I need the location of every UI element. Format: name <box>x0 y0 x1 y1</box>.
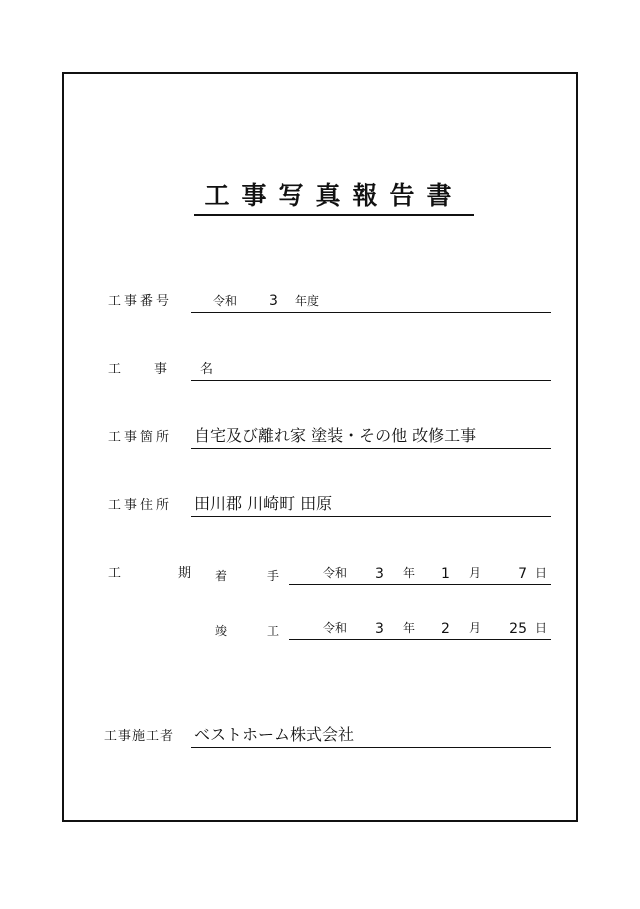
finish-date-era: 令和 <box>323 621 348 635</box>
start-date-month-unit: 月 <box>469 566 482 580</box>
finish-date-month: 2 <box>441 621 450 637</box>
finish-date-day-unit: 日 <box>535 621 548 635</box>
project-number-year: 3 <box>269 293 278 309</box>
start-date-era: 令和 <box>323 566 348 580</box>
document-title: 工事写真報告書 <box>194 180 474 216</box>
finish-date-year-unit: 年 <box>403 621 416 635</box>
start-date-field <box>289 563 551 585</box>
label-contractor: 工事施工者 <box>104 729 175 744</box>
contractor-value: ベストホーム株式会社 <box>194 725 355 744</box>
finish-date-field <box>289 618 551 640</box>
label-project-number: 工事番号 <box>108 294 173 309</box>
start-date-day: 7 <box>518 566 527 582</box>
start-date-year: 3 <box>375 566 384 582</box>
project-address-value: 田川郡 川崎町 田原 <box>194 494 333 513</box>
label-project-location: 工事箇所 <box>108 430 173 445</box>
field-project-location <box>191 427 551 449</box>
finish-date-year: 3 <box>375 621 384 637</box>
label-construction-period: 工 期 <box>108 566 214 581</box>
project-location-value: 自宅及び離れ家 塗装・その他 改修工事 <box>194 426 477 445</box>
finish-date-month-unit: 月 <box>469 621 482 635</box>
field-contractor <box>191 726 551 748</box>
finish-date-day: 25 <box>509 621 527 637</box>
project-number-era: 令和 <box>213 294 238 308</box>
field-project-number <box>191 291 551 313</box>
start-date-year-unit: 年 <box>403 566 416 580</box>
label-project-name: 工 事 名 <box>108 362 224 377</box>
field-project-address <box>191 495 551 517</box>
start-date-month: 1 <box>441 566 450 582</box>
start-date-day-unit: 日 <box>535 566 548 580</box>
field-project-name <box>191 359 551 381</box>
label-finish: 竣 工 <box>215 624 294 638</box>
project-number-suffix: 年度 <box>295 294 320 308</box>
label-start: 着 手 <box>215 569 294 583</box>
label-project-address: 工事住所 <box>108 498 173 513</box>
